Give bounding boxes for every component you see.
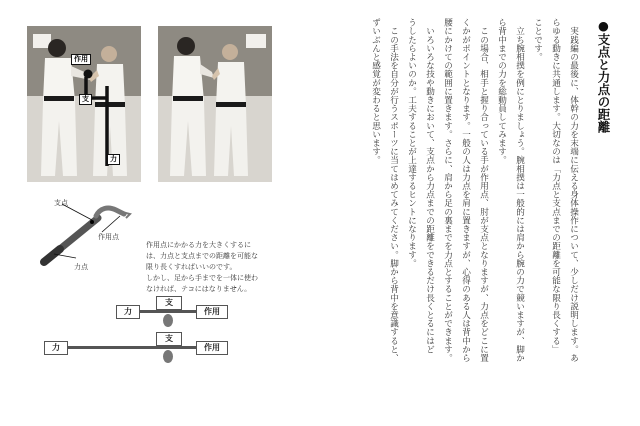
- lever1-action-box: 作用: [196, 305, 228, 319]
- caption-line: なければ、テコにはなりません。: [146, 285, 252, 293]
- body-line: この手法を自分が行うスポーツに当てはめてみてください。脚から背中を意識すると、: [388, 18, 399, 362]
- body-line: 腰にかけての範囲に置きます。さらに、肩から足の裏までを力点とすることができます。: [442, 18, 453, 362]
- body-line: うしたらよいのか。工夫することが上達するヒントになります。: [406, 18, 417, 268]
- label-action-point: 作用: [71, 54, 91, 65]
- nail-puller-illustration: [26, 196, 136, 272]
- label-fulcrum: 支: [79, 94, 92, 105]
- body-line: らゆる動きに共通します。大切なのは「力点と支点までの距離を可能な限り長くする」: [550, 18, 561, 354]
- photo-arm-wrestling-labeled: [27, 26, 141, 182]
- lever1-force-box: 力: [116, 305, 140, 319]
- lever2-action-box: 作用: [196, 341, 228, 355]
- caption-line: しかし、足から手までを一体に使わ: [146, 274, 258, 282]
- body-line: 実践編の最後に、体幹の力を末端に伝える身体操作について、少しだけ説明します。あ: [568, 18, 579, 362]
- caption-line: は、力点と支点までの距離を可能な: [146, 252, 258, 260]
- body-line: くかがポイントとなります。一般の人は力点を肩に置きますが、心得のある人は背中から: [460, 18, 471, 362]
- body-line: いろいろな技や動きにおいて、支点から力点までの距離をできるだけ長くとるにはど: [424, 18, 435, 354]
- body-line: ら背中までの力を総動員してみます。: [496, 18, 507, 165]
- body-line: ずいぶんと感覚が変わると思います。: [370, 18, 381, 165]
- body-line: この場合、相手と握り合っている手が作用点、肘が支点となりますが、力点をどこに置: [478, 18, 489, 362]
- tool-label-fulcrum: 支点: [54, 199, 68, 207]
- photo-arm-wrestling: [158, 26, 272, 182]
- diagram-caption: [146, 240, 280, 295]
- label-force-point: 力: [107, 154, 120, 165]
- caption-line: 作用点にかかる力を大きくするに: [146, 241, 251, 249]
- tool-label-action: 作用点: [98, 233, 119, 241]
- body-line: ことです。: [532, 18, 543, 61]
- section-title: ●支点と力点の距離: [596, 18, 611, 133]
- caption-line: 限り長くすればいいのです。: [146, 263, 237, 271]
- lever2-force-box: 力: [44, 341, 68, 355]
- body-line: 立ち腕相撲を例にとりましょう。腕相撲は一般的には肩から腕の力で競いますが、脚か: [514, 18, 525, 362]
- tool-label-force: 力点: [74, 263, 88, 271]
- lever2-fulcrum-box: 支: [156, 332, 182, 346]
- lever1-fulcrum-box: 支: [156, 296, 182, 310]
